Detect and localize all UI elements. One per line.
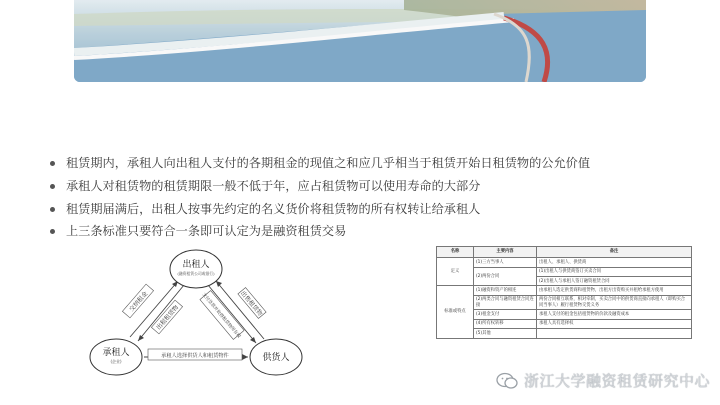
table-cell: 出租人、承租人、供货商 (537, 258, 692, 267)
table-cell: (1)三方当事人 (474, 258, 537, 267)
table-header-cell: 备注 (537, 247, 692, 258)
table-cell: 承租人支付的租金包括租赁物的价款及融资成本 (537, 310, 692, 319)
criteria-list (50, 152, 690, 243)
table-group-cell: 标准或特点 (437, 286, 474, 338)
table-group-cell: 定义 (437, 258, 474, 286)
bullet-dot-icon (50, 184, 55, 189)
table-cell: (1)出租人与供货商签订买卖合同 (537, 267, 692, 276)
label-pay-rent (122, 284, 153, 318)
watermark-text: 浙江大学融资租赁研究中心 (523, 372, 710, 390)
bullet-dot-icon (50, 161, 55, 166)
label-select-supplier (148, 349, 242, 360)
table-row (437, 267, 692, 276)
table-row (437, 258, 692, 267)
svg-text:出租人: 出租人 (182, 260, 210, 270)
svg-text:(融资租赁公司或银行): (融资租赁公司或银行) (177, 271, 215, 276)
svg-text:出租租赁物: 出租租赁物 (155, 304, 181, 332)
svg-text:承租人选择供货人和租赁物件: 承租人选择供货人和租赁物件 (161, 353, 229, 359)
table-cell: 承租人具有选择权 (537, 319, 692, 328)
list-item (50, 152, 690, 175)
svg-text:承租人: 承租人 (102, 348, 130, 358)
table-cell: (1)融资和资产的相连 (474, 286, 537, 295)
list-item (50, 175, 690, 198)
node-lessee (90, 339, 142, 375)
table-cell (537, 329, 692, 338)
table-header-row (437, 247, 692, 258)
table-cell: (2)出租人与承租人签订融资租赁合同 (537, 276, 692, 285)
table-cell: (2)两份合同 (474, 267, 537, 286)
table-cell: 由承租人选定供货商和租赁物，出租方出资购买并租给承租方使用 (537, 286, 692, 295)
bridge-photo (74, 0, 646, 82)
node-lessor (170, 250, 222, 288)
list-item-text: 承租人对租赁物的租赁期限一般不低于年，应占租赁物可以使用寿命的大部分 (66, 178, 481, 193)
table-cell: (5)其他 (474, 329, 537, 338)
table-row (437, 295, 692, 310)
leasing-relationship-diagram (88, 245, 318, 395)
svg-text:(企业): (企业) (110, 359, 122, 364)
table-cell: (3)租金支付 (474, 310, 537, 319)
list-item (50, 198, 690, 221)
table-row (437, 329, 692, 338)
table-row (437, 319, 692, 328)
table-header-cell: 主要内容 (474, 247, 537, 258)
node-supplier (250, 339, 302, 375)
watermark (496, 370, 710, 391)
table-cell: (2)两类合同与融资租赁合同连接 (474, 295, 537, 310)
svg-text:出售租赁物: 出售租赁物 (238, 289, 264, 318)
label-pay-supplier (198, 289, 246, 342)
list-item-text: 租赁期内，承租人向出租人支付的各期租金的现值之和应几乎相当于租赁开始日租赁物的公允价值 (66, 156, 591, 170)
wechat-icon (496, 372, 518, 390)
header-banner-image (74, 0, 646, 82)
bullet-dot-icon (50, 207, 55, 212)
table-cell: 两份合同相互联系，相对牵制，买卖合同中的供货商直接向承租人（即购买合同当事人）履行租赁物交货义务 (537, 295, 692, 310)
list-item-text: 租赁期届满后，出租人按事先约定的名义货价将租赁物的所有权转让给承租人 (66, 201, 481, 216)
svg-text:交纳租金: 交纳租金 (128, 290, 150, 314)
table-header-cell: 名称 (437, 247, 474, 258)
table-row (437, 286, 692, 295)
bullet-dot-icon (50, 229, 55, 234)
svg-text:支付货款并取得租赁物所有权: 支付货款并取得租赁物所有权 (200, 292, 242, 340)
list-item-text: 上三条标准只要符合一条即可认定为是融资租赁交易 (66, 224, 347, 239)
table-cell: (4)所有权转移 (474, 319, 537, 328)
svg-text:供货人: 供货人 (262, 353, 290, 363)
table-row (437, 310, 692, 319)
label-sell-asset (238, 288, 266, 319)
list-item (50, 220, 690, 243)
